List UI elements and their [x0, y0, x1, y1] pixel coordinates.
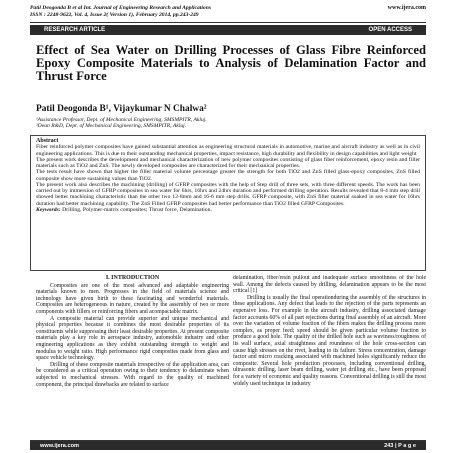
- header-divider: [30, 22, 426, 23]
- abstract-paragraph-2: The present work describes the development and mechanical characterization of new polymer composites consisting of glass fiber reinforcement, epoxy resin and filler materials such as TiO2 and ZnS. The newly developed composites are characterized for their mechanical properties.: [36, 156, 420, 169]
- body-column-left: [36, 275, 229, 438]
- author-affiliations: [36, 117, 207, 130]
- introduction-heading: I. INTRODUCTION: [105, 275, 160, 281]
- abstract-paragraph-1: Fiber reinforced polymer composites have gained substantial attention as engineering structural materials in automotive, marine and aircraft industry as well as in civil engineering applications. This is due to their outstanding mechanical properties, impact resistance, high durability and flexibility in design capabilities and light weight: [36, 144, 420, 157]
- research-article-label: RESEARCH ARTICLE: [44, 27, 106, 33]
- paper-authors: Patil Deogonda B¹, Vijaykumar N Chalwa²: [36, 104, 207, 114]
- keywords-text: Drilling, Polymer-matrix composites; Thrust force, Delamination.: [62, 206, 212, 213]
- abstract-paragraph-3: The tests result have shown that higher the filler material volume percentage greater the strength for both TiO2 and ZnS filled glass-epoxy composites, ZnS filled composite show more sustaining values than TiO2.: [36, 169, 420, 182]
- article-type-band: [30, 25, 426, 35]
- intro-paragraph-2: A composite material can provide superior and unique mechanical and physical properties because it combines the most desirable properties of its constituents while suppressing their least desirable properties. At present composite materials play a key role in aerospace industry, automobile industry and other engineering applications as they exhibit outstanding strength to weight and modulus to weight ratio. High performance rigid composites made from glass and space vehicle technology.: [36, 315, 229, 362]
- citation-line-1: Patil Deogonda B et al Int. Journal of Engineering Research and Applications: [30, 5, 211, 11]
- abstract-paragraph-4: The present work also describes the machining (drilling) of GFRP composites with the help of Step drill of three sets, with three different speeds. The work has been carried out by immersion of GFRP composites in sea water for 6hrs, 16hrs and 24hrs duration and performed drilling operation. Results revealed that 8-4 mm step drill showed better machining characteristic than the other two 12-8mm and 16-6 mm step drills. GFRP composite, with ZnS filler material soaked in sea water for 16hrs duration had better machining capability. The ZnS Filled GFRP composites had better performance than TiO2 filled GFRP Composites.: [36, 181, 420, 207]
- affiliation-1: ¹Assistance Professor, Dept. of Mechanical Engineering, SMSMPITR, Akluj.: [36, 117, 207, 123]
- journal-citation: [30, 5, 330, 18]
- body-column-right: [233, 275, 426, 438]
- intro-paragraph-3: Drilling of these composite materials irrespective of the application area, can be considered as a critical operation owing to their tendency to delaminate when subjected to mechanical stresses. With regard to the quality of machined component, the principal drawbacks are related to surface: [36, 361, 229, 388]
- keywords-line: [36, 207, 420, 213]
- abstract-box: [30, 135, 426, 271]
- journal-website[interactable]: www.ijera.com: [387, 5, 426, 11]
- intro-paragraph-4: delamination, fiber/resin pullout and inadequate surface smoothness of the hole wall. Among the defects caused by drilling, delamination appears to be the most critical [1]: [233, 275, 426, 295]
- keywords-label: Keywords:: [36, 206, 61, 213]
- intro-paragraph-1: Composites are one of the most advanced and adaptable engineering materials known to men. Progresses in the field of materials science and technology have given birth to these fascinating and wonderful materials. Composites are heterogeneous in nature, created by the assembly of two or more components with fillers or reinforcing fibers and acompactable matrix.: [36, 282, 229, 315]
- abstract-heading: Abstract: [36, 138, 59, 144]
- footer-website[interactable]: www.ijera.com: [40, 442, 79, 449]
- page-number: 243 | P a g e: [384, 442, 416, 449]
- open-access-label: OPEN ACCESS: [368, 27, 412, 33]
- paper-title: Effect of Sea Water on Drilling Processes of Glass Fibre Reinforced Epoxy Composite Materials to Analysis of Delamination Factor and Thrust Force: [36, 43, 426, 84]
- intro-paragraph-5: Drilling is usually the final operationduring the assembly of the structures in these applications. Any defect that leads to the rejection of the parts represents an expensive loss. For example in the aircraft industry, drilling associated damage factor accounts 60% of all part rejections during final assembly of an aircraft. More over the variation of volume fraction of the fibers makes the drilling process more complex, as proper feed; speed should be given particular volume fraction to produce a good hole. The quality of the drilled hole such as waviness/roughness of its wall surface, axial straightness and roundness of the hole cross-section can cause high stresses on the rivet, leading to its failure. Stress concentration, damage factor and micro cracking associated with machined holes significantly reduce the composite. Several hole production processes, including conventional drilling, ultrasonic drilling, laser beam drilling, water jet drilling etc., have been proposed for a variety of economic and quality reasons. Conventional drilling is still the most widely used technique in industry: [233, 294, 426, 387]
- footer-band: [30, 441, 426, 450]
- citation-line-2: ISSN : 2248-9622, Vol. 4, Issue 2( Version 1), February 2014, pp.243-249: [30, 11, 199, 18]
- affiliation-2: ²Dean R&D, Dept. of Mechanical Engineering, SMSMPITR, Akluj.: [36, 123, 187, 130]
